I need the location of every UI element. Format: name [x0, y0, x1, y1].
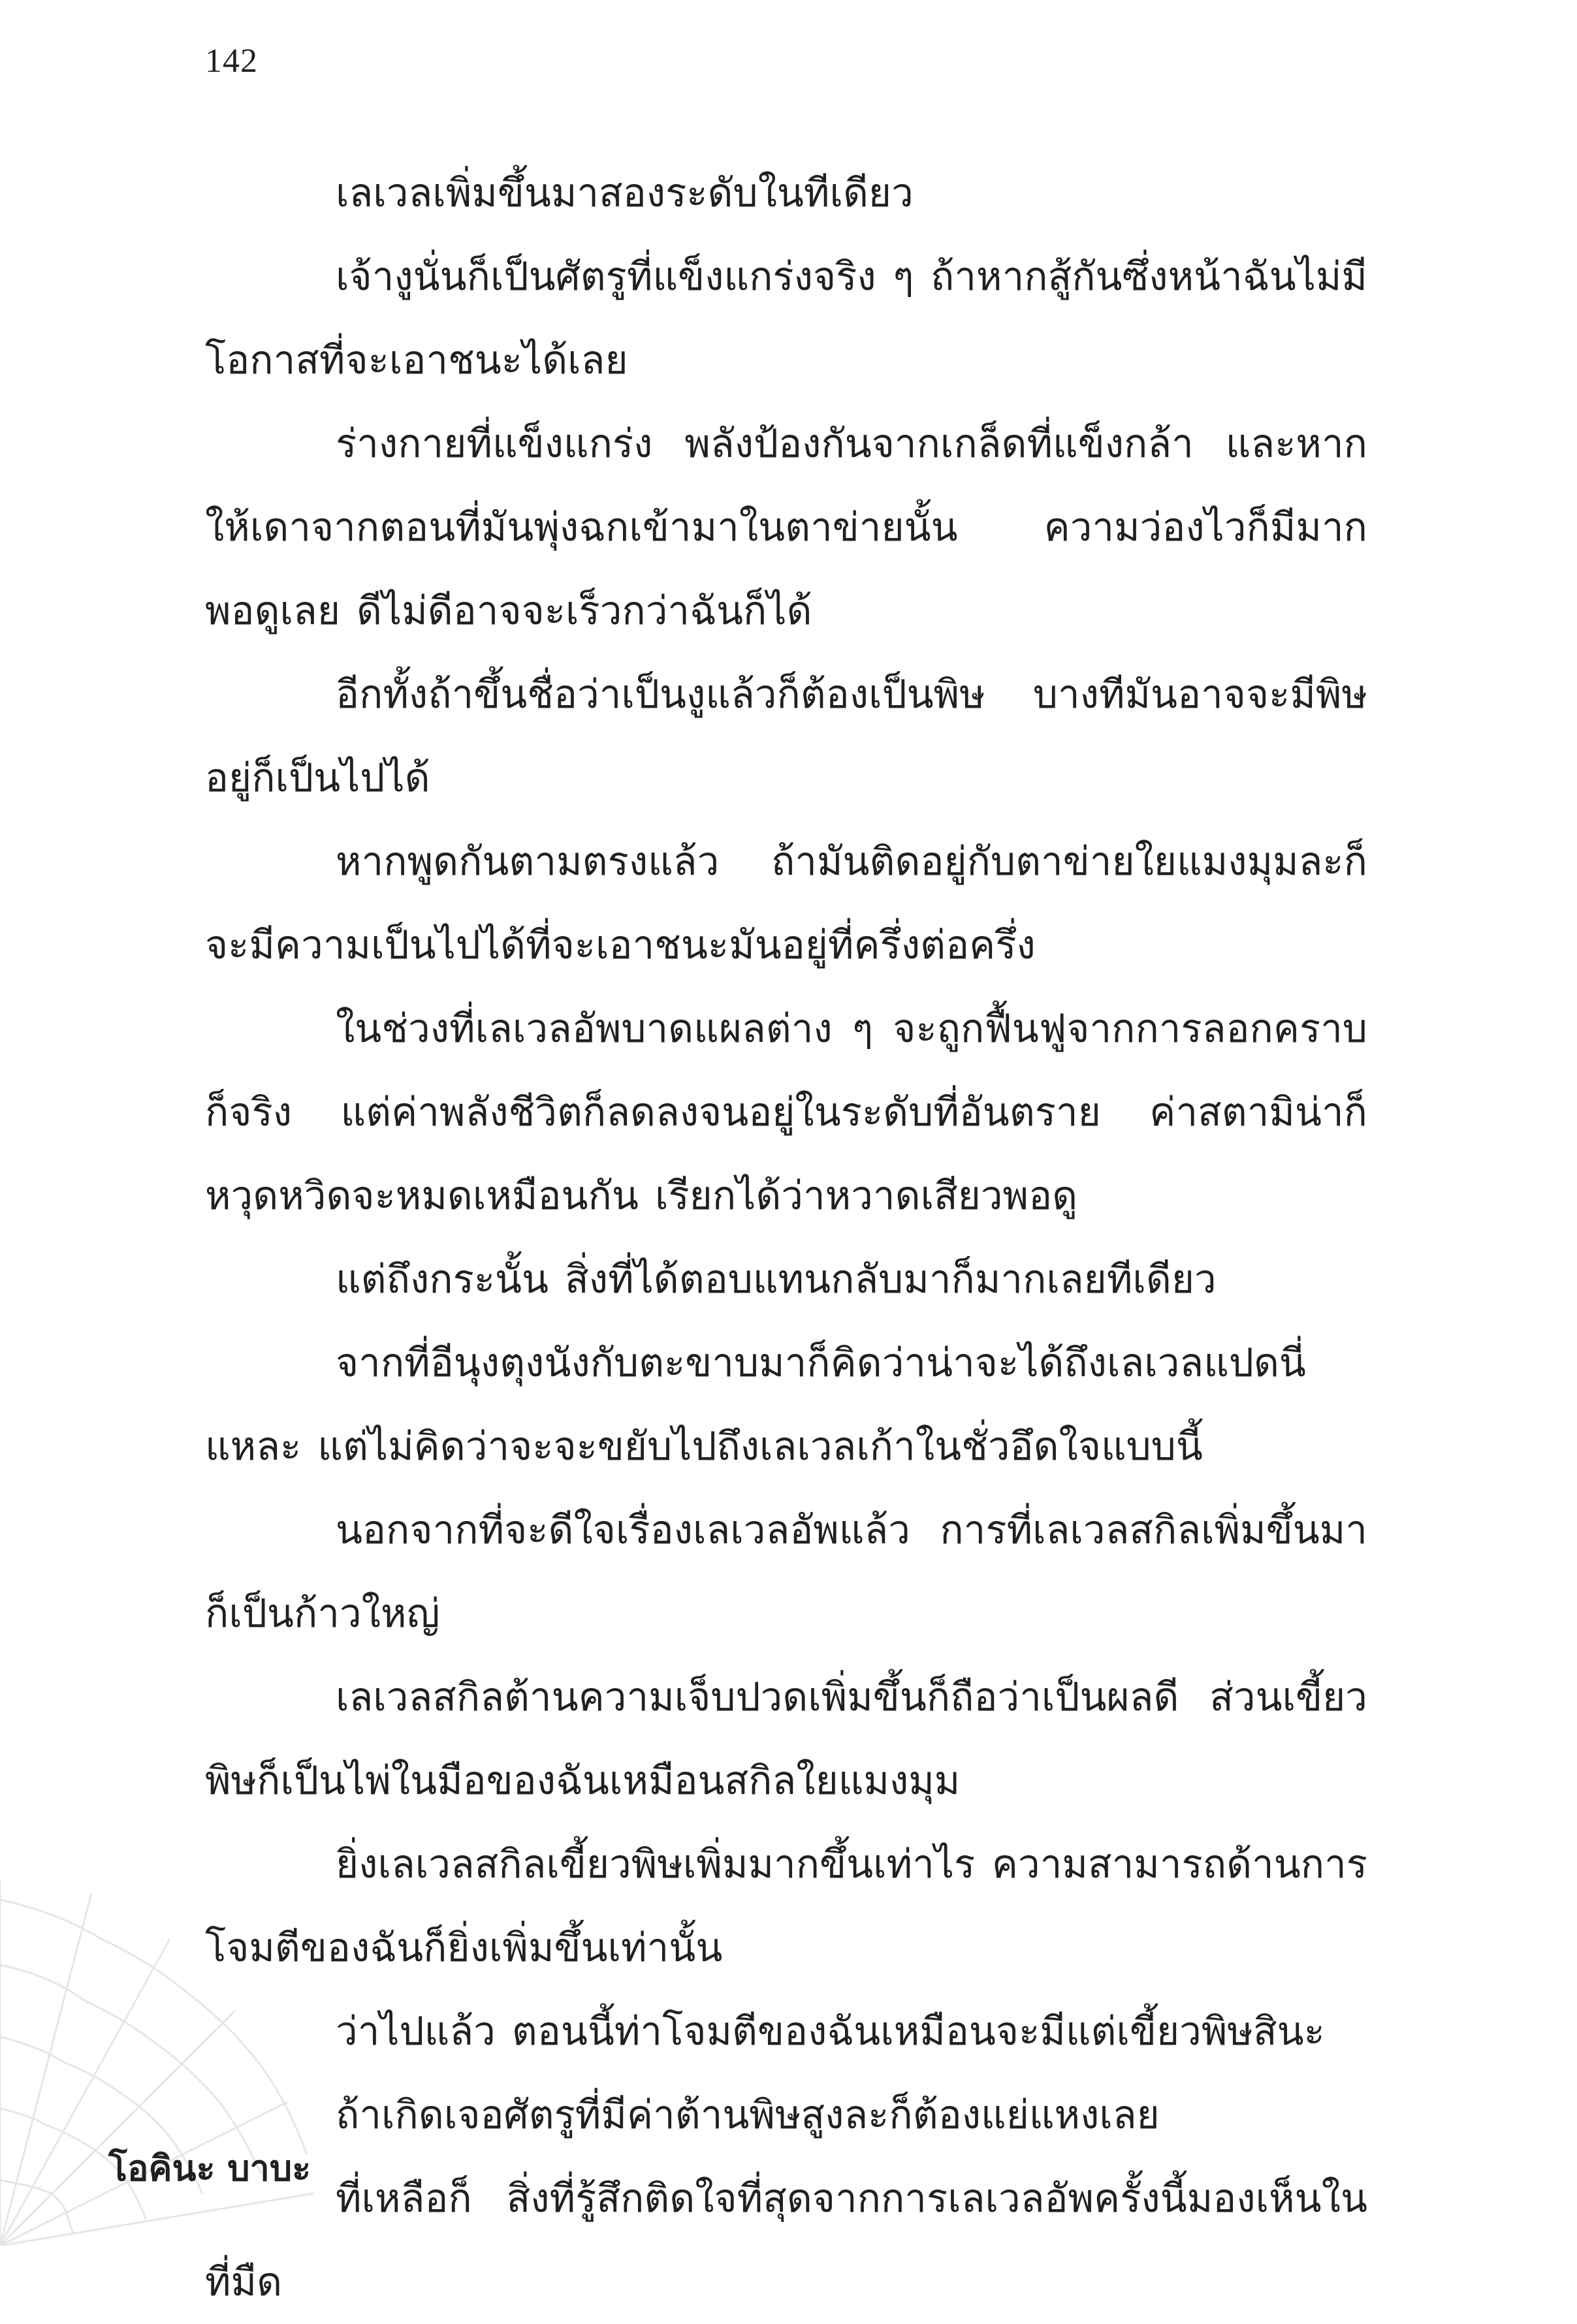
paragraph: ถ้าเกิดเจอศัตรูที่มีค่าต้านพิษสูงละก็ต้องแย่แหงเลย: [336, 2092, 1160, 2138]
paragraph: ที่เหลือก็ สิ่งที่รู้สึกติดใจที่สุดจากการเลเวลอัพครั้งนี้มองเห็นในที่มืด: [205, 2176, 1367, 2305]
paragraph: ร่างกายที่แข็งแกร่ง พลังป้องกันจากเกล็ดที่แข็งกล้า และหากให้เดาจากตอนที่มันพุ่งฉกเข้ามาในตาข่ายนั้น ความว่องไวก็มีมากพอดูเลย ดีไม่ดีอาจจะเร็วกว่าฉันก็ได้: [205, 421, 1367, 634]
paragraph: เลเวลสกิลต้านความเจ็บปวดเพิ่มขึ้นก็ถือว่าเป็นผลดี ส่วนเขี้ยวพิษก็เป็นไพ่ในมือของฉันเหมือนสกิลใยแมงมุม: [205, 1674, 1367, 1804]
paragraph: ยิ่งเลเวลสกิลเขี้ยวพิษเพิ่มมากขึ้นเท่าไร ความสามารถด้านการโจมตีของฉันก็ยิ่งเพิ่มขึ้นเท่านั้น: [205, 1842, 1367, 1971]
paragraph: อีกทั้งถ้าขึ้นชื่อว่าเป็นงูแล้วก็ต้องเป็นพิษ บางทีมันอาจจะมีพิษอยู่ก็เป็นไปได้: [205, 672, 1367, 801]
paragraph: แต่ถึงกระนั้น สิ่งที่ได้ตอบแทนกลับมาก็มากเลยทีเดียว: [336, 1257, 1217, 1302]
body-text: [205, 151, 1367, 2324]
paragraph: เลเวลเพิ่มขึ้นมาสองระดับในทีเดียว: [336, 170, 914, 216]
page-number: 142: [205, 42, 258, 80]
paragraph: เจ้างูนั่นก็เป็นศัตรูที่แข็งแกร่งจริง ๆ ถ้าหากสู้กันซึ่งหน้าฉันไม่มีโอกาสที่จะเอาชนะได้เลย: [205, 254, 1367, 383]
paragraph: นอกจากที่จะดีใจเรื่องเลเวลอัพแล้ว การที่เลเวลสกิลเพิ่มขึ้นมาก็เป็นก้าวใหญ่: [205, 1507, 1367, 1637]
author-name: โอคินะ บาบะ: [108, 2148, 311, 2189]
paragraph: ว่าไปแล้ว ตอนนี้ท่าโจมตีของฉันเหมือนจะมีแต่เขี้ยวพิษสินะ: [336, 2009, 1325, 2054]
paragraph: หากพูดกันตามตรงแล้ว ถ้ามันติดอยู่กับตาข่ายใยแมงมุมละก็จะมีความเป็นไปได้ที่จะเอาชนะมันอยู่ที่ครึ่งต่อครึ่ง: [205, 839, 1367, 968]
paragraph: ในช่วงที่เลเวลอัพบาดแผลต่าง ๆ จะถูกฟื้นฟูจากการลอกคราบก็จริง แต่ค่าพลังชีวิตก็ลดลงจนอยู่ในระดับที่อันตราย ค่าสตามิน่าก็หวุดหวิดจะหมดเหมือนกัน เรียกได้ว่าหวาดเสียวพอดู: [205, 1006, 1367, 1219]
paragraph: จากที่อีนุงตุงนังกับตะขาบมาก็คิดว่าน่าจะได้ถึงเลเวลแปดนี่แหละ แต่ไม่คิดว่าจะจะขยับไปถึงเลเวลเก้าในชั่วอึดใจแบบนี้: [205, 1340, 1306, 1469]
